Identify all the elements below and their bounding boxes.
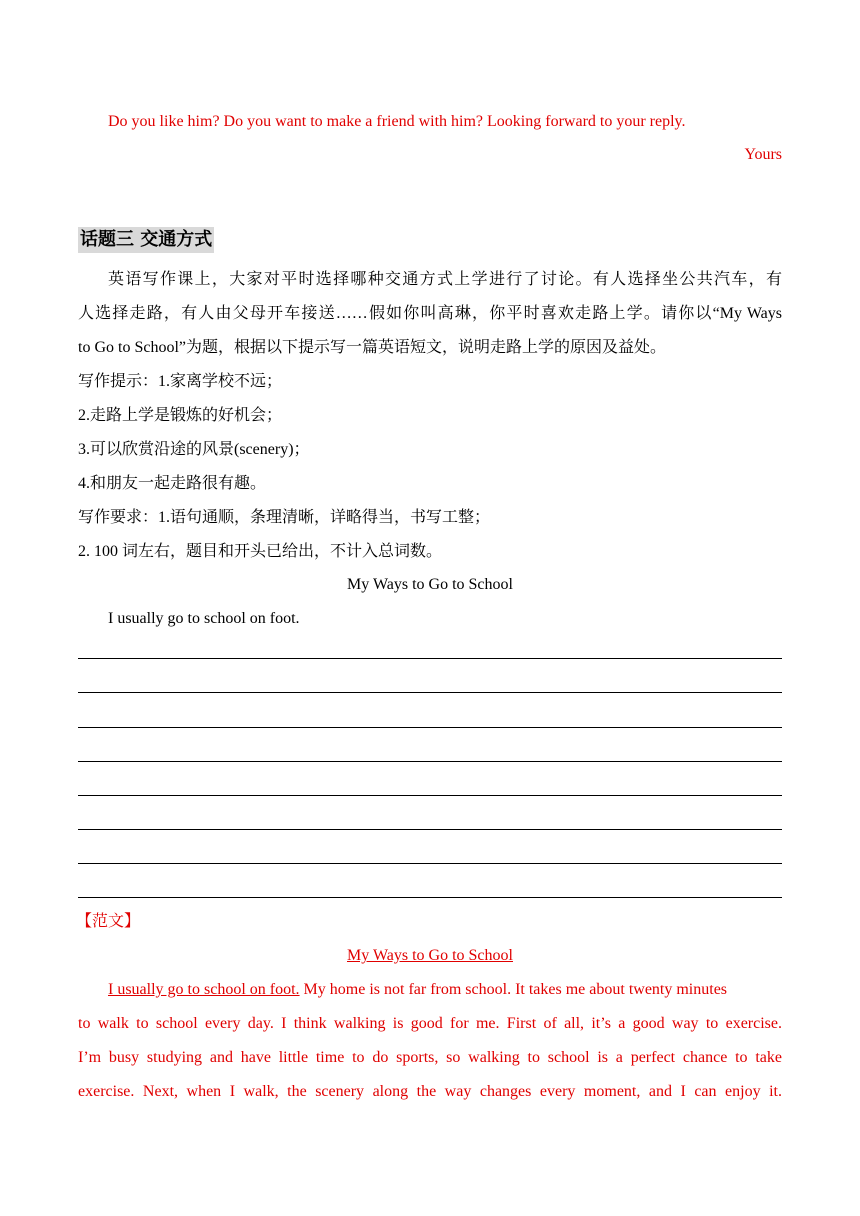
sample-line: to walk to school every day. I think walking is good for me. First of all, it’s a good way to exercise. — [78, 1015, 782, 1032]
essay-opening: I usually go to school on foot. — [108, 610, 300, 627]
writing-line[interactable] — [78, 727, 782, 728]
sample-line-rest: My home is not far from school. It takes me about twenty minutes — [299, 981, 728, 998]
topic-heading: 话题三 交通方式 — [78, 227, 214, 253]
writing-line[interactable] — [78, 761, 782, 762]
hint-line: 4.和朋友一起走路很有趣。 — [78, 475, 267, 492]
prompt-line: to Go to School”为题，根据以下提示写一篇英语短文，说明走路上学的原因及益处。 — [78, 339, 666, 356]
writing-line[interactable] — [78, 897, 782, 898]
prompt-line: 英语写作课上，大家对平时选择哪种交通方式上学进行了讨论。有人选择坐公共汽车，有 — [108, 271, 782, 288]
writing-line[interactable] — [78, 863, 782, 864]
requirement-line: 2. 100 词左右，题目和开头已给出，不计入总词数。 — [78, 543, 443, 560]
sample-label: 【范文】 — [76, 913, 141, 930]
sample-first-sentence: I usually go to school on foot. — [108, 981, 300, 998]
sample-line — [78, 980, 782, 1000]
prompt-line: 人选择走路，有人由父母开车接送……假如你叫高琳，你平时喜欢走路上学。请你以“My Ways — [78, 305, 782, 322]
writing-line[interactable] — [78, 692, 782, 693]
hint-line: 3.可以欣赏沿途的风景(scenery)； — [78, 441, 310, 458]
writing-line[interactable] — [78, 795, 782, 796]
writing-line[interactable] — [78, 829, 782, 830]
sample-title: My Ways to Go to School — [347, 947, 513, 964]
sample-line: I’m busy studying and have little time to do sports, so walking to school is a perfect chance to take — [78, 1049, 782, 1066]
letter-closing-line: Do you like him? Do you want to make a friend with him? Looking forward to your reply. — [108, 113, 686, 130]
hint-line: 写作提示：1.家离学校不远； — [78, 373, 283, 390]
writing-line[interactable] — [78, 658, 782, 659]
hint-line: 2.走路上学是锻炼的好机会； — [78, 407, 283, 424]
letter-signoff: Yours — [744, 146, 782, 163]
requirement-line: 写作要求：1.语句通顺，条理清晰，详略得当，书写工整； — [78, 509, 491, 526]
essay-title: My Ways to Go to School — [347, 576, 513, 593]
sample-line: exercise. Next, when I walk, the scenery along the way changes every moment, and I can enjoy it. — [78, 1083, 782, 1100]
